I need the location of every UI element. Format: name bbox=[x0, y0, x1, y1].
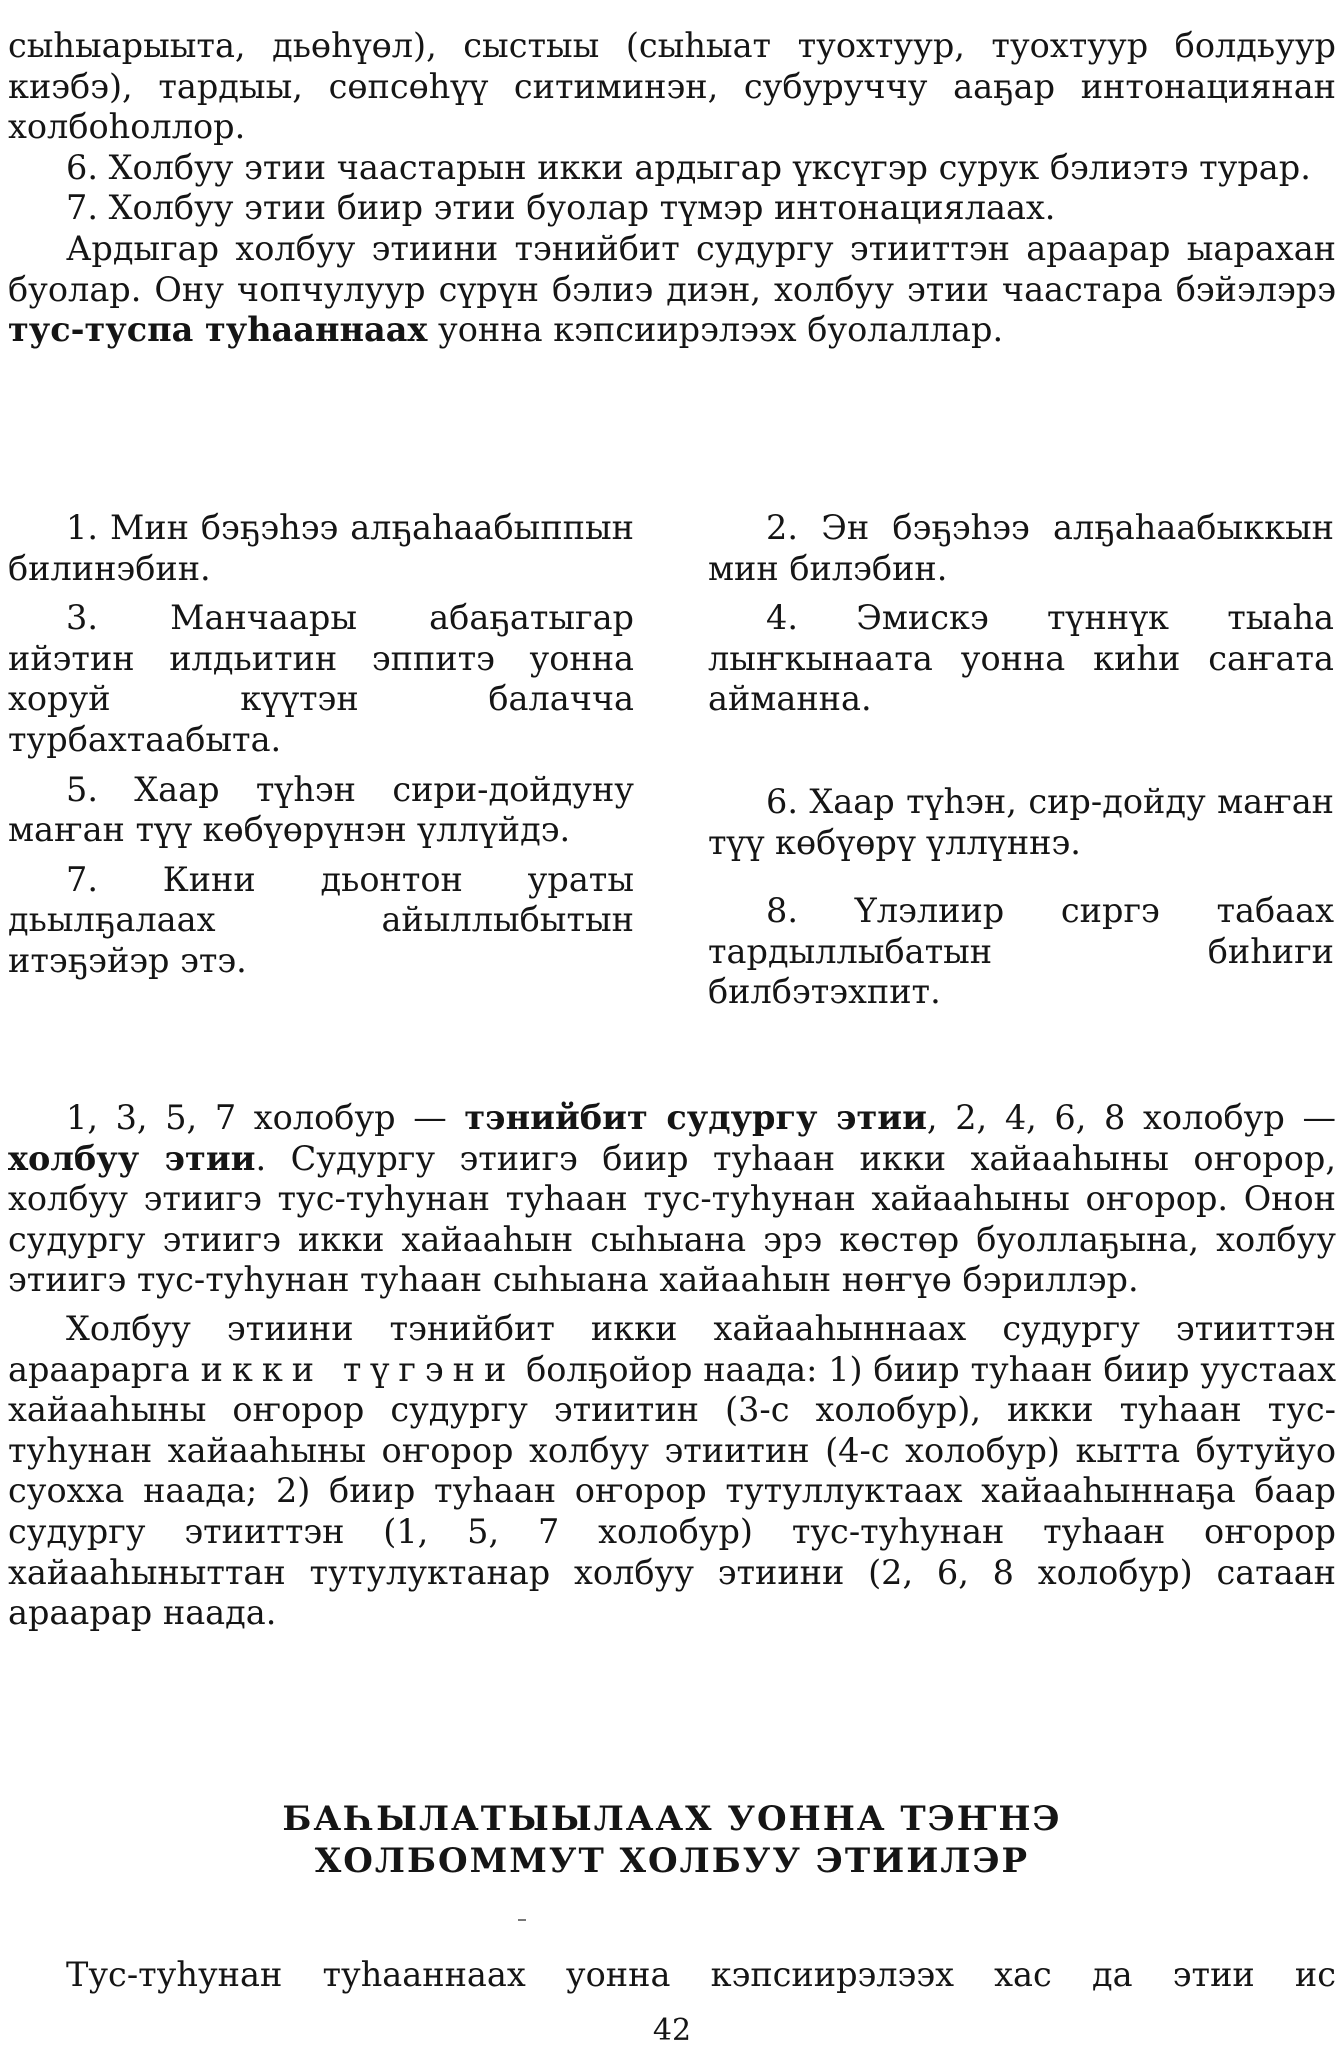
paragraph-continuation: сыһыарыыта, дьөһүөл), сыстыы (сыһыат туохтуур, туохтуур болдьуур киэбэ), тардыы, сөпсөһүү ситиминэн, субуруччу ааҕар интонациянан холбоһоллор. bbox=[8, 26, 1336, 147]
examples-left-column bbox=[8, 508, 634, 991]
example-item: 8. Үлэлиир сиргэ табаах тардыллыбатын биһиги билбэтэхпит. bbox=[708, 891, 1334, 1012]
example-item: 4. Эмискэ түннүк тыаһа лыҥкынаата уонна киһи саҥата айманна. bbox=[708, 598, 1334, 719]
examples-right-column bbox=[708, 508, 1334, 1022]
example-item: 1. Мин бэҕэһээ алҕаһаабыппын билинэбин. bbox=[8, 508, 634, 588]
example-item: 5. Хаар түһэн сири-дойдуну маҥан түү көбүөрүнэн үллүйдэ. bbox=[8, 769, 634, 850]
example-item: 2. Эн бэҕэһээ алҕаһаабыккын мин билэбин. bbox=[708, 508, 1334, 588]
example-item: 6. Хаар түһэн, сир-дойду маҥан түү көбүөрү үллүннэ. bbox=[708, 781, 1334, 862]
paragraph-point-7: 7. Холбуу этии биир этии буолар түмэр интонациялаах. bbox=[66, 188, 1056, 228]
separator-dash bbox=[518, 1919, 526, 1921]
paragraph-distinction: Ардыгар холбуу этиини тэнийбит судургу этииттэн араарар ыарахан буолар. Ону чопчулуур сүрүн бэлиэ диэн, холбуу этии чаастара бэйэлэрэ тус-туспа туһааннаах уонна кэпсиирэлээх буолаллар. bbox=[8, 228, 1336, 350]
top-text bbox=[8, 26, 1336, 351]
paragraph-last-line: Тус-туһунан туһааннаах уонна кэпсиирэлээх хас да этии ис bbox=[66, 1955, 1336, 1994]
spaced-emphasis: икки түгэни bbox=[200, 1349, 516, 1389]
section-heading bbox=[0, 1798, 1344, 1882]
bold-term: тус-туспа туһааннаах bbox=[8, 310, 428, 350]
bold-term: тэнийбит судургу этии bbox=[464, 1098, 927, 1137]
paragraph-two-cases: Холбуу этиини тэнийбит икки хайааһыннаах судургу этииттэн араарарга икки түгэни болҕойор наада: 1) биир туһаан биир уустаах хайааһыны оҥорор судургу этиитин (3-с холобур), икки туһаан тус-туһунан хайааһыны оҥорор холбуу этиитин (4-с холобур) кытта бутуйуо суохха наада; 2) биир туһаан оҥорор тутуллуктаах хайааһыннаҕа баар судургу этииттэн (1, 5, 7 холобур) тус-туһунан туһаан оҥорор хайааһыныттан тутулуктанар холбуу этиини (2, 6, 8 холобур) сатаан араарар наада. bbox=[8, 1308, 1336, 1633]
page-number: 42 bbox=[652, 2013, 692, 2048]
example-item: 3. Манчаары абаҕатыгар ийэтин илдьитин эппитэ уонна хоруй күүтэн балачча турбахтаабыта. bbox=[8, 598, 634, 759]
bold-term: холбуу этии bbox=[8, 1138, 256, 1178]
heading-line-2: ХОЛБОММУТ ХОЛБУУ ЭТИИЛЭР bbox=[314, 1841, 1030, 1881]
heading-line-1: БАҺЫЛАТЫЫЛААХ УОННА ТЭҤНЭ bbox=[282, 1799, 1062, 1839]
analysis-text bbox=[8, 1098, 1336, 1634]
paragraph-analysis: 1, 3, 5, 7 холобур — тэнийбит судургу этии, 2, 4, 6, 8 холобур — холбуу этии. Судургу этиигэ биир туһаан икки хайааһыны оҥорор, холбуу этиигэ тус-туһунан туһаан тус-туһунан хайааһыны оҥорор. Онон судургу этиигэ икки хайааһын сыһыана эрэ көстөр буоллаҕына, холбуу этиигэ тус-туһунан туһаан сыһыана хайааһын нөҥүө бэриллэр. bbox=[8, 1098, 1336, 1300]
bottom-text bbox=[8, 1955, 1336, 1996]
example-item: 7. Кини дьонтон ураты дьылҕалаах айыллыбытын итэҕэйэр этэ. bbox=[8, 859, 634, 980]
paragraph-point-6: 6. Холбуу этии чаастарын икки ардыгар үксүгэр сурук бэлиэтэ турар. bbox=[66, 147, 1311, 187]
